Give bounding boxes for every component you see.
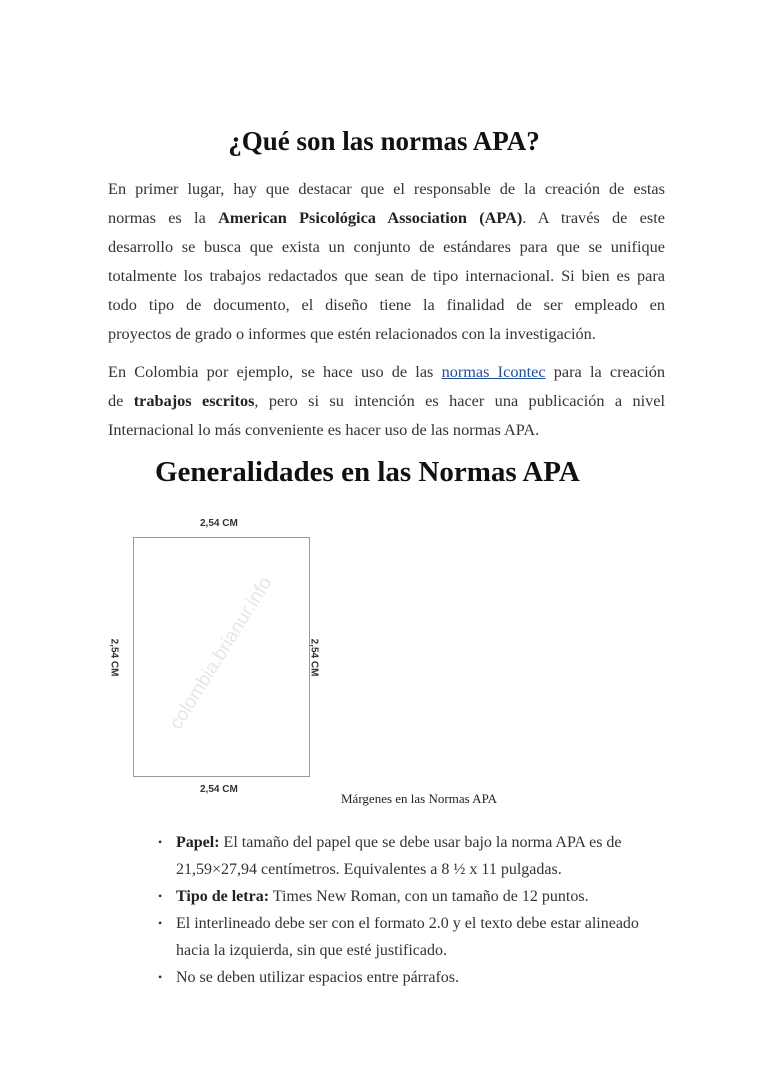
text: , pero si su intención es hacer una publicación a nivel xyxy=(254,391,666,410)
text-line: totalmente los trabajos redactados que sean de tipo internacional. Si bien es para xyxy=(108,266,665,285)
text: normas es la xyxy=(108,208,219,227)
item-label: Papel: xyxy=(176,834,220,851)
item-text: El interlineado debe ser con el formato 2.0 y el texto debe estar alineado hacia la izquierda, sin que esté justificado. xyxy=(176,915,639,959)
normas-icontec-link[interactable]: normas Icontec xyxy=(441,362,546,381)
text-line xyxy=(108,203,665,232)
margin-label-right: 2,54 CM xyxy=(308,638,320,677)
margin-label-left: 2,54 CM xyxy=(108,638,120,677)
watermark: colombia.brianur.info xyxy=(165,573,277,734)
text: En Colombia por ejemplo, se hace uso de las xyxy=(108,362,442,381)
item-text: Times New Roman, con un tamaño de 12 puntos. xyxy=(269,888,589,905)
bold-text: trabajos escritos xyxy=(133,391,255,410)
item-label: Tipo de letra: xyxy=(176,888,270,905)
page-title: ¿Qué son las normas APA? xyxy=(228,126,540,156)
paragraph-colombia xyxy=(108,357,665,444)
bullet-icon: • xyxy=(158,835,163,849)
bullet-icon: • xyxy=(158,916,163,930)
list-item xyxy=(158,883,658,910)
text-line: desarrollo se busca que exista un conjunto de estándares para que se unifique xyxy=(108,237,665,256)
list-item xyxy=(158,964,658,991)
list-item xyxy=(158,829,658,883)
bullet-icon: • xyxy=(158,970,163,984)
list-item xyxy=(158,910,658,964)
section-heading: Generalidades en las Normas APA xyxy=(155,456,580,488)
text: para la creación xyxy=(545,362,666,381)
text-line: Internacional lo más conveniente es hacer uso de las normas APA. xyxy=(108,420,540,439)
text-line xyxy=(108,357,665,386)
text: . A través de este xyxy=(522,208,665,227)
figure-caption: Márgenes en las Normas APA xyxy=(341,791,497,806)
text: de xyxy=(108,391,134,410)
bullet-icon: • xyxy=(158,889,163,903)
margin-label-top: 2,54 CM xyxy=(200,518,238,529)
text-line: proyectos de grado o informes que estén relacionados con la investigación. xyxy=(108,324,596,343)
item-text: El tamaño del papel que se debe usar bajo la norma APA es de 21,59×27,94 centímetros. Equivalentes a 8 ½ x 11 pulgadas. xyxy=(176,834,622,878)
text-line xyxy=(108,386,665,415)
bullet-list xyxy=(158,829,658,991)
bold-text: American Psicológica Association (APA) xyxy=(218,208,523,227)
item-text: No se deben utilizar espacios entre párrafos. xyxy=(176,969,459,986)
margins-figure xyxy=(108,512,338,802)
margin-label-bottom: 2,54 CM xyxy=(200,784,238,795)
text-line: todo tipo de documento, el diseño tiene la finalidad de ser empleado en xyxy=(108,295,665,314)
text-line: En primer lugar, hay que destacar que el responsable de la creación de estas xyxy=(108,179,665,198)
paragraph-intro xyxy=(108,174,665,348)
